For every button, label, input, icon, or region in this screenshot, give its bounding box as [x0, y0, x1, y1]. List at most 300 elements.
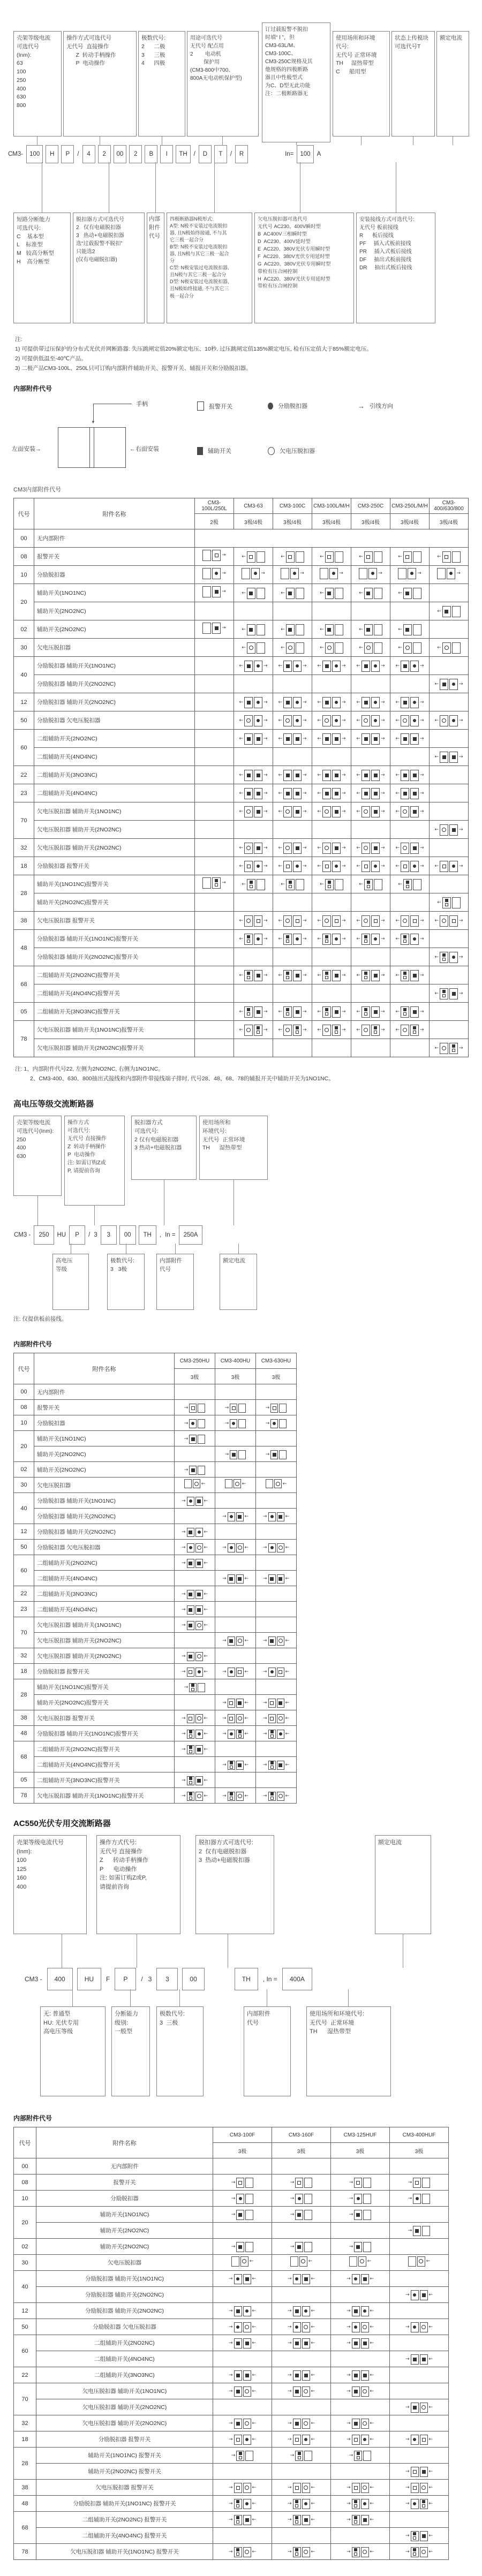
compartment — [411, 2483, 419, 2493]
environment-code-box — [306, 2006, 391, 2096]
compartment — [401, 934, 409, 945]
compartment — [212, 550, 221, 561]
aux-switch-icon — [245, 2518, 249, 2522]
accessory-name: 分励脱扣器 欠电压脱扣器 — [36, 2319, 213, 2335]
table-row — [14, 1540, 297, 1555]
text-line: 250 — [17, 77, 26, 84]
accessory-position-diagram — [356, 661, 385, 672]
model-code-box: 2 — [98, 145, 111, 163]
accessory-position-diagram — [229, 2386, 256, 2397]
compartment — [401, 1025, 409, 1036]
aux-alarm-stack-icon — [189, 1792, 192, 1800]
diagram-cell — [234, 766, 273, 784]
accessory-position-diagram — [405, 2499, 433, 2509]
accessory-name: 分励脱扣器 辅助开关(2NO2NC) — [34, 675, 195, 693]
compartment — [293, 2322, 301, 2332]
breaker-box — [322, 934, 341, 945]
lead-arrow-icon: → — [228, 2389, 233, 2395]
diagram-cell — [390, 966, 430, 984]
compartment — [244, 715, 253, 726]
breaker-box — [189, 1683, 205, 1692]
alarm-switch-icon — [374, 919, 378, 923]
accessory-name: 二组辅助开关(3NO3NC)报警开关 — [34, 1772, 175, 1788]
diagram-cell — [234, 1021, 273, 1039]
diagram-cell — [195, 711, 234, 730]
diagram-cell — [215, 1384, 256, 1400]
breaker-box — [268, 1574, 284, 1584]
compartment — [245, 2451, 253, 2461]
shunt-release-icon — [374, 937, 377, 941]
text-line: Z 转动手柄操作 — [67, 1144, 106, 1150]
lead-arrow-icon: → — [262, 1762, 267, 1768]
compartment — [361, 2483, 369, 2493]
breaker-box — [187, 1621, 203, 1630]
lead-arrow-icon: → — [381, 1009, 385, 1015]
connector-line — [348, 1989, 349, 2006]
compartment — [354, 2242, 362, 2252]
lead-arrow-icon: ← — [320, 590, 324, 596]
breaker-box — [187, 1668, 203, 1677]
compartment — [293, 2435, 301, 2445]
diagram-cell — [234, 584, 273, 602]
accessory-name: 辅助开关(2NO2NC) — [34, 602, 195, 620]
breaker-box — [290, 2256, 307, 2267]
lead-arrow-icon: ← — [242, 1481, 246, 1487]
diagram-cell — [213, 2351, 272, 2367]
compartment — [234, 2322, 242, 2332]
accessory-name: 分励脱扣器 辅助开关(1NO1NC) — [34, 657, 195, 675]
hv-note: 注: 仅提供板前接线。 — [13, 1316, 67, 1323]
accessory-position-diagram — [359, 642, 382, 654]
shunt-release-icon — [452, 683, 455, 686]
compartment — [364, 624, 373, 635]
diagram-cell — [256, 1788, 297, 1804]
lead-arrow-icon: ← — [317, 863, 321, 869]
lead-arrow-icon: → — [287, 2549, 292, 2555]
accessory-name: 欠电压脱扣器 辅助开关(1NO1NC)报警开关 — [34, 1021, 195, 1039]
text-line: 注：二极断路器无 — [265, 91, 308, 97]
lead-arrow-icon: → — [420, 700, 424, 706]
accessory-position-diagram — [347, 2338, 374, 2348]
breaker-box — [234, 2435, 251, 2445]
breaker-box — [268, 1730, 284, 1739]
text-line: 等级 — [56, 1266, 67, 1272]
compartment — [361, 2338, 369, 2348]
section1-notes — [15, 335, 465, 373]
compartment — [363, 2178, 371, 2188]
table-row — [14, 711, 469, 730]
lead-arrow-icon: ← — [204, 1560, 208, 1566]
compartment — [322, 843, 331, 854]
legend-shunt-release: 分励脱扣器 — [268, 401, 307, 410]
compartment — [234, 2547, 242, 2557]
lead-arrow-icon: ← — [395, 663, 400, 669]
diagram-cell — [351, 802, 390, 821]
diagram-cell — [390, 839, 430, 857]
lead-arrow-icon: → — [420, 1009, 424, 1015]
compartment — [244, 806, 253, 817]
compartment — [243, 2306, 251, 2316]
lead-arrow-icon: → — [420, 918, 424, 924]
accessory-name: 二组辅助开关(2NO2NC)报警开关 — [34, 1741, 175, 1757]
accessory-position-diagram — [239, 970, 267, 981]
diagram-cell — [272, 2239, 331, 2255]
compartment — [234, 2370, 242, 2381]
aux-switch-icon — [247, 664, 251, 668]
model-code-box: R — [235, 145, 248, 163]
diagram-cell — [273, 566, 312, 584]
lead-arrow-icon: → — [303, 700, 307, 706]
shunt-release-icon — [239, 2197, 242, 2200]
diagram-cell — [195, 966, 234, 984]
compartment — [193, 1479, 200, 1488]
accessory-position-diagram — [288, 2515, 315, 2525]
accessory-position-diagram — [359, 568, 382, 579]
compartment — [401, 733, 409, 745]
aux-switch-icon — [189, 1593, 192, 1596]
accessory-position-diagram — [182, 1497, 208, 1506]
lead-arrow-icon: ← — [242, 627, 246, 633]
accessory-code: 10 — [14, 1415, 34, 1431]
diagram-cell — [215, 1555, 256, 1571]
column-header: CM3-250HU — [175, 1353, 215, 1369]
breaker-box — [202, 568, 221, 579]
compartment — [257, 624, 265, 635]
compartment — [371, 843, 380, 854]
table-row — [14, 2303, 449, 2319]
aux-alarm-stack-icon — [236, 2548, 239, 2556]
diagram-cell — [351, 748, 390, 766]
compartment — [401, 715, 409, 726]
diagram-cell — [175, 1617, 215, 1633]
undervoltage-release-icon — [246, 919, 251, 923]
lead-arrow-icon: ← — [239, 845, 243, 851]
lead-arrow-icon: → — [263, 809, 268, 815]
breaker-box — [187, 1590, 203, 1599]
diagram-cell — [175, 1431, 215, 1446]
aux-alarm-stack-icon — [367, 881, 370, 888]
diagram-cell — [215, 1772, 256, 1788]
breaker-box — [411, 2435, 428, 2445]
lead-arrow-icon: → — [405, 2292, 410, 2298]
text-line: 额定电流 — [440, 35, 462, 41]
table-row — [14, 693, 469, 711]
aux-switch-icon — [374, 774, 378, 777]
lead-arrow-icon: ← — [398, 645, 402, 651]
accessory-position-diagram — [281, 588, 304, 599]
alarm-switch-icon — [286, 865, 290, 868]
lead-arrow-icon: → — [222, 552, 226, 558]
aux-switch-icon — [354, 2390, 358, 2393]
accessory-code: 02 — [14, 2239, 36, 2255]
aux-switch-icon — [278, 1577, 282, 1581]
compartment — [244, 915, 253, 927]
column-header: 3极/4极 — [273, 514, 312, 529]
diagram-cell — [215, 1446, 256, 1462]
aux-switch-icon — [286, 737, 290, 741]
compartment — [302, 2274, 310, 2284]
lead-arrow-icon: ← — [244, 1669, 249, 1675]
diagram-cell — [195, 875, 234, 893]
lead-arrow-icon: → — [228, 2501, 233, 2507]
lead-arrow-icon: → — [228, 2421, 233, 2427]
alarm-switch-icon — [232, 1406, 236, 1410]
compartment — [234, 2483, 242, 2493]
accessory-position-diagram — [266, 1419, 287, 1428]
aux-alarm-stack-icon — [298, 2452, 301, 2459]
lead-arrow-icon: → — [381, 772, 385, 778]
shunt-release-icon — [363, 2309, 366, 2313]
aux-alarm-stack-icon — [413, 2548, 416, 2556]
lead-arrow-icon: → — [420, 863, 424, 869]
lead-arrow-icon: ← — [317, 736, 321, 742]
accessory-table — [13, 1353, 297, 1804]
lead-arrow-icon: → — [342, 718, 346, 724]
aux-alarm-stack-icon — [335, 1026, 338, 1034]
text-line: E AC220、380V光伏专用瞬时型 — [258, 246, 330, 252]
compartment — [349, 2256, 357, 2267]
compartment — [189, 1435, 197, 1444]
accessory-position-diagram — [184, 1466, 206, 1475]
breaker-box — [440, 1043, 458, 1054]
lead-arrow-icon: ← — [244, 1545, 249, 1551]
compartment — [364, 879, 373, 890]
breaker-box — [236, 2194, 253, 2204]
accessory-code: 48 — [14, 1726, 34, 1741]
diagram-cell — [351, 693, 390, 711]
aux-switch-icon — [229, 1577, 233, 1581]
breaker-box — [244, 770, 262, 781]
accessory-position-diagram — [288, 2338, 315, 2348]
accessory-position-diagram — [356, 970, 385, 981]
lead-arrow-icon: → — [342, 936, 346, 942]
accessory-position-diagram — [182, 1730, 208, 1739]
lead-arrow-icon: → — [346, 2549, 351, 2555]
accessory-name: 分励脱扣器 辅助开关(1NO1NC) 报警开关 — [36, 2496, 213, 2512]
breaker-box — [322, 715, 341, 726]
lead-arrow-icon: ← — [278, 1009, 282, 1015]
diagram-cell — [272, 2431, 331, 2448]
compartment — [440, 752, 448, 763]
breaker-box — [187, 1605, 203, 1615]
compartment — [283, 770, 292, 781]
compartment — [277, 1543, 284, 1552]
text-line: 代号 — [247, 2019, 259, 2026]
hv-model-code-diagram — [0, 1116, 482, 1329]
text-line: 极数代号: — [160, 2011, 185, 2018]
lead-arrow-icon: → — [287, 2485, 292, 2491]
table-row — [14, 566, 469, 584]
lead-arrow-icon: → — [263, 718, 268, 724]
undervoltage-release-icon — [403, 718, 407, 723]
table-row — [14, 657, 469, 675]
lead-arrow-icon: ← — [317, 791, 321, 797]
compartment — [352, 2499, 360, 2509]
accessory-position-diagram — [398, 568, 421, 579]
diagram-cell — [390, 584, 430, 602]
lead-arrow-icon: ← — [278, 936, 282, 942]
compartment — [293, 697, 302, 708]
breaker-box — [189, 1435, 205, 1444]
lead-arrow-icon: → — [405, 2485, 410, 2491]
accessory-position-diagram — [288, 2499, 315, 2509]
compartment — [332, 715, 341, 726]
accessory-position-diagram — [231, 2178, 254, 2188]
lead-arrow-icon: → — [222, 1638, 227, 1644]
breaker-box — [411, 2499, 428, 2509]
compartment — [254, 934, 262, 945]
diagram-cell — [331, 2175, 390, 2191]
aux-switch-icon — [304, 2342, 308, 2345]
alarm-switch-icon — [247, 865, 251, 868]
accessory-position-diagram — [437, 642, 461, 654]
lead-arrow-icon: → — [349, 2453, 353, 2459]
accessory-position-diagram — [359, 551, 382, 563]
compartment — [371, 770, 380, 781]
breaker-box — [283, 788, 302, 799]
accessory-name: 分励脱扣器 辅助开关(1NO1NC)报警开关 — [34, 930, 195, 948]
compartment — [364, 642, 373, 654]
diagram-cell — [273, 821, 312, 839]
text-line: 选“过载报警不脱扣” — [76, 241, 123, 247]
compartment — [234, 2338, 242, 2348]
aux-switch-icon — [374, 974, 378, 978]
lead-arrow-icon: ← — [285, 1762, 290, 1768]
text-line: DF 抽出式板前接线 — [359, 257, 412, 263]
accessory-code: 23 — [14, 784, 34, 802]
lead-arrow-icon: ← — [428, 2324, 433, 2330]
lead-arrow-icon: ← — [370, 2276, 374, 2282]
shunt-release-icon — [270, 1546, 274, 1549]
accessory-position-diagram — [242, 879, 265, 890]
compartment — [335, 551, 343, 563]
text-line: 可选代号: — [134, 1127, 159, 1134]
accessory-name: 欠电压脱扣器 — [34, 639, 195, 657]
compartment — [202, 586, 211, 597]
compartment — [410, 970, 419, 981]
aux-switch-icon — [257, 774, 260, 777]
diagram-cell — [256, 1509, 297, 1524]
compartment — [371, 806, 380, 817]
aux-switch-icon — [247, 737, 251, 741]
compartment — [187, 1559, 194, 1568]
aux-switch-icon — [236, 2422, 240, 2426]
lead-arrow-icon: → — [346, 2276, 351, 2282]
undervoltage-release-icon — [197, 1545, 201, 1550]
compartment — [243, 2435, 251, 2445]
compartment — [332, 915, 341, 927]
lead-arrow-icon: → — [184, 1436, 189, 1442]
text-line: 操作方式可选代号 — [66, 35, 111, 41]
accessory-name: 辅助开关(2NO2NC) — [36, 2223, 213, 2239]
accessory-position-diagram — [356, 843, 385, 854]
shunt-release-icon — [296, 701, 299, 704]
diagram-cell — [430, 566, 469, 584]
diagram-cell — [312, 875, 351, 893]
aux-switch-icon — [363, 2374, 367, 2377]
table-row — [14, 1602, 297, 1617]
aux-switch-icon — [405, 628, 409, 632]
lead-arrow-icon: ← — [239, 1009, 243, 1015]
compartment — [401, 970, 409, 981]
diagram-cell — [312, 784, 351, 802]
accessory-position-diagram — [434, 715, 463, 726]
diagram-cell — [234, 675, 273, 693]
undervoltage-release-icon — [238, 1545, 242, 1550]
diagram-cell — [175, 1586, 215, 1602]
breaker-box — [234, 2419, 251, 2429]
diagram-cell — [390, 675, 430, 693]
breaker-box — [352, 2322, 369, 2332]
lead-arrow-icon: → — [290, 2244, 295, 2250]
shunt-release-icon — [257, 937, 260, 941]
breaker-box — [364, 551, 382, 563]
frame-current-code-box — [13, 1116, 62, 1196]
breaker-box — [359, 568, 377, 579]
diagram-cell — [351, 1003, 390, 1021]
lead-arrow-icon: ← — [242, 554, 246, 560]
accessory-position-diagram — [347, 2547, 374, 2557]
model-code-box: 3 — [101, 1225, 117, 1245]
table-row — [14, 875, 469, 893]
column-header: 3极 — [215, 1369, 256, 1384]
compartment — [236, 1792, 244, 1801]
compartment — [195, 1714, 203, 1723]
cm3-model-code-diagram — [0, 0, 482, 328]
breaker-box — [322, 661, 341, 672]
table-row — [14, 2207, 449, 2223]
text-line: 四极断路器N极形式: — [170, 216, 214, 222]
lead-arrow-icon: → — [346, 2437, 351, 2443]
text-line: Z 转动手柄操作 — [66, 51, 116, 58]
diagram-cell — [272, 2223, 331, 2239]
model-code-box: 100 — [297, 145, 313, 163]
compartment — [268, 1792, 276, 1801]
accessory-position-diagram — [281, 624, 304, 635]
lead-arrow-icon: → — [342, 700, 346, 706]
compartment — [195, 1543, 203, 1552]
diagram-cell — [430, 1003, 469, 1021]
breaker-box — [244, 697, 262, 708]
lead-arrow-icon: ← — [308, 2259, 313, 2264]
shunt-release-icon — [270, 1515, 274, 1518]
diagram-cell — [390, 802, 430, 821]
compartment — [195, 1668, 203, 1677]
diagram-cell — [213, 2496, 272, 2512]
compartment — [361, 2547, 369, 2557]
text-line: 保护用 — [190, 59, 220, 65]
accessory-position-diagram — [288, 2322, 315, 2332]
accessory-position-diagram — [349, 2256, 372, 2267]
compartment — [362, 697, 370, 708]
lead-arrow-icon: → — [181, 1793, 186, 1799]
accessory-code: 28 — [14, 2448, 36, 2480]
compartment — [279, 1419, 287, 1428]
diagram-cell — [234, 602, 273, 620]
lead-arrow-icon: ← — [311, 2501, 315, 2507]
aux-switch-icon — [257, 737, 260, 741]
text-line: H 高分断型 — [17, 258, 50, 265]
aux-switch-icon — [325, 664, 329, 668]
aux-switch-icon — [257, 1010, 260, 1014]
table-row — [14, 2544, 449, 2560]
table-row — [14, 1695, 297, 1710]
environment-code-box — [199, 1116, 268, 1180]
text-line: P, 请提前咨询 — [67, 1168, 100, 1175]
compartment — [268, 1574, 276, 1584]
lead-arrow-icon: ← — [395, 791, 400, 797]
breaker-box — [401, 915, 419, 927]
